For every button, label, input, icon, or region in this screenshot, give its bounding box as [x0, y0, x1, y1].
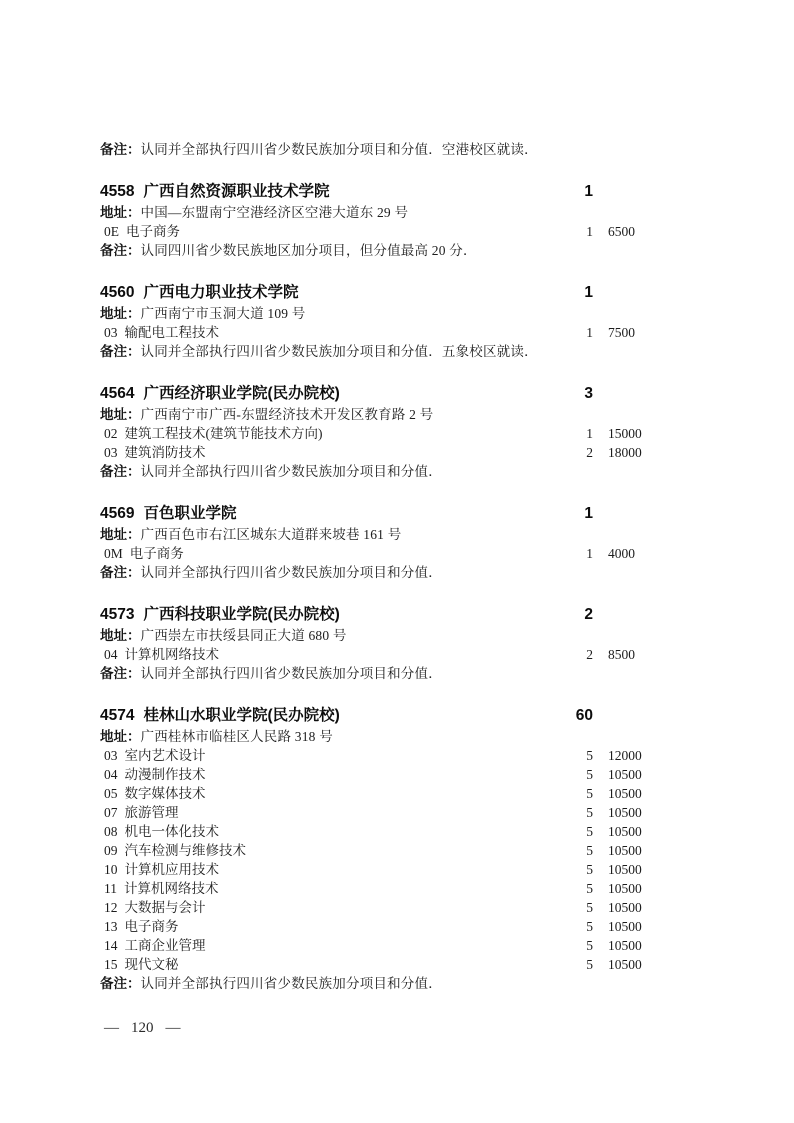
school-address-line	[100, 405, 660, 424]
major-fee: 10500	[608, 900, 642, 915]
address-text: 广西崇左市扶绥县同正大道 680 号	[140, 628, 347, 643]
major-fee: 10500	[608, 919, 642, 934]
school-section	[100, 605, 660, 683]
school-note-line	[100, 462, 660, 481]
note-text: 认同并全部执行四川省少数民族加分项目和分值．	[140, 976, 442, 991]
major-count: 5	[586, 881, 593, 896]
major-code: 07	[104, 805, 118, 820]
major-row	[100, 746, 660, 765]
major-code: 03	[104, 748, 118, 763]
major-count: 2	[586, 647, 593, 662]
school-header	[100, 182, 660, 202]
major-code: 0M	[104, 546, 123, 561]
school-code: 4564	[100, 385, 135, 402]
major-name: 现代文秘	[124, 957, 179, 972]
major-name: 机电一体化技术	[124, 824, 219, 839]
school-address-line	[100, 626, 660, 645]
school-address-line	[100, 304, 660, 323]
major-fee: 15000	[608, 426, 642, 441]
major-row	[100, 841, 660, 860]
major-fee: 4000	[608, 546, 635, 561]
major-count: 5	[586, 824, 593, 839]
major-row	[100, 784, 660, 803]
school-address-line	[100, 525, 660, 544]
major-name: 建筑消防技术	[124, 445, 206, 460]
school-name: 广西电力职业技术学院	[143, 284, 299, 301]
major-name: 计算机网络技术	[124, 647, 219, 662]
address-label: 地址：	[100, 306, 141, 321]
major-fee: 10500	[608, 805, 642, 820]
school-address-line	[100, 727, 660, 746]
major-name: 电子商务	[126, 224, 180, 239]
address-label: 地址：	[100, 407, 141, 422]
major-count: 5	[586, 938, 593, 953]
fee-column-spacer	[608, 706, 660, 726]
note-text: 认同并全部执行四川省少数民族加分项目和分值．五象校区就读．	[140, 344, 538, 359]
school-section	[100, 283, 660, 361]
note-label: 备注：	[100, 243, 141, 258]
major-name: 动漫制作技术	[124, 767, 206, 782]
fee-column-spacer	[608, 504, 660, 524]
school-name: 百色职业学院	[143, 505, 237, 522]
school-section	[100, 182, 660, 260]
major-fee: 8500	[608, 647, 635, 662]
major-fee: 10500	[608, 843, 642, 858]
school-section	[100, 384, 660, 481]
major-code: 15	[104, 957, 118, 972]
major-name: 室内艺术设计	[124, 748, 206, 763]
major-fee: 18000	[608, 445, 642, 460]
school-note-line	[100, 563, 660, 582]
school-section	[100, 504, 660, 582]
major-fee: 12000	[608, 748, 642, 763]
major-name: 数字媒体技术	[124, 786, 206, 801]
address-label: 地址：	[100, 628, 141, 643]
major-name: 汽车检测与维修技术	[124, 843, 246, 858]
major-code: 09	[104, 843, 118, 858]
major-code: 02	[104, 426, 118, 441]
major-fee: 7500	[608, 325, 635, 340]
continuation-note	[100, 140, 660, 159]
major-name: 电子商务	[129, 546, 184, 561]
major-count: 5	[586, 900, 593, 915]
school-name: 广西科技职业学院(民办院校)	[143, 606, 340, 623]
note-text: 认同四川省少数民族地区加分项目，但分值最高 20 分．	[140, 243, 477, 258]
address-label: 地址：	[100, 205, 141, 220]
school-total-count: 1	[584, 505, 593, 522]
school-section	[100, 706, 660, 993]
major-fee: 10500	[608, 881, 642, 896]
major-code: 14	[104, 938, 118, 953]
school-total-count: 1	[584, 284, 593, 301]
note-label: 备注：	[100, 565, 141, 580]
major-row	[100, 879, 660, 898]
major-row	[100, 544, 660, 563]
major-name: 工商企业管理	[124, 938, 206, 953]
school-header	[100, 283, 660, 303]
major-fee: 10500	[608, 938, 642, 953]
major-name: 计算机应用技术	[124, 862, 219, 877]
major-row	[100, 917, 660, 936]
footer-dash-left: —	[104, 1020, 119, 1036]
note-text: 认同并全部执行四川省少数民族加分项目和分值．	[140, 565, 442, 580]
major-code: 03	[104, 325, 118, 340]
address-text: 广西百色市右江区城东大道群来坡巷 161 号	[140, 527, 402, 542]
major-count: 5	[586, 843, 593, 858]
note-label: 备注：	[100, 976, 141, 991]
page-footer	[104, 1020, 181, 1037]
school-total-count: 1	[584, 183, 593, 200]
major-count: 5	[586, 748, 593, 763]
major-row	[100, 424, 660, 443]
major-name: 旅游管理	[124, 805, 179, 820]
major-fee: 10500	[608, 957, 642, 972]
school-name: 广西自然资源职业技术学院	[143, 183, 330, 200]
major-row	[100, 323, 660, 342]
major-count: 5	[586, 805, 593, 820]
major-name: 建筑工程技术(建筑节能技术方向)	[124, 426, 323, 441]
school-code: 4573	[100, 606, 135, 623]
major-code: 04	[104, 647, 118, 662]
major-row	[100, 765, 660, 784]
school-note-line	[100, 664, 660, 683]
address-text: 广西桂林市临桂区人民路 318 号	[140, 729, 333, 744]
school-note-line	[100, 342, 660, 361]
school-name: 广西经济职业学院(民办院校)	[143, 385, 340, 402]
major-name: 电子商务	[124, 919, 179, 934]
major-code: 10	[104, 862, 118, 877]
major-fee: 6500	[608, 224, 635, 239]
fee-column-spacer	[608, 384, 660, 404]
fee-column-spacer	[608, 605, 660, 625]
major-count: 5	[586, 786, 593, 801]
note-label: 备注：	[100, 344, 141, 359]
major-count: 1	[586, 325, 593, 340]
major-code: 04	[104, 767, 118, 782]
address-text: 中国—东盟南宁空港经济区空港大道东 29 号	[140, 205, 409, 220]
school-code: 4574	[100, 707, 135, 724]
major-row	[100, 645, 660, 664]
major-fee: 10500	[608, 786, 642, 801]
major-count: 5	[586, 957, 593, 972]
fee-column-spacer	[608, 182, 660, 202]
major-name: 大数据与会计	[124, 900, 206, 915]
major-name: 输配电工程技术	[124, 325, 219, 340]
footer-dash-right: —	[165, 1020, 181, 1036]
school-code: 4558	[100, 183, 135, 200]
major-row	[100, 898, 660, 917]
major-name: 计算机网络技术	[124, 881, 219, 896]
note-label: 备注：	[100, 464, 141, 479]
note-text: 认同并全部执行四川省少数民族加分项目和分值．	[140, 464, 442, 479]
address-label: 地址：	[100, 527, 141, 542]
major-fee: 10500	[608, 767, 642, 782]
major-row	[100, 803, 660, 822]
major-code: 11	[104, 881, 117, 896]
major-code: 03	[104, 445, 118, 460]
major-row	[100, 222, 660, 241]
note-label: 备注：	[100, 142, 141, 157]
address-text: 广西南宁市广西-东盟经济技术开发区教育路 2 号	[140, 407, 434, 422]
school-code: 4569	[100, 505, 135, 522]
major-row	[100, 822, 660, 841]
major-row	[100, 443, 660, 462]
school-header	[100, 384, 660, 404]
fee-column-spacer	[608, 283, 660, 303]
major-row	[100, 860, 660, 879]
school-sections	[100, 182, 660, 993]
major-fee: 10500	[608, 862, 642, 877]
note-label: 备注：	[100, 666, 141, 681]
school-total-count: 2	[584, 606, 593, 623]
school-note-line	[100, 241, 660, 260]
major-count: 1	[586, 426, 593, 441]
major-code: 05	[104, 786, 118, 801]
major-row	[100, 936, 660, 955]
address-text: 广西南宁市玉洞大道 109 号	[140, 306, 306, 321]
major-count: 1	[586, 224, 593, 239]
school-name: 桂林山水职业学院(民办院校)	[143, 707, 340, 724]
major-count: 5	[586, 919, 593, 934]
school-address-line	[100, 203, 660, 222]
major-count: 2	[586, 445, 593, 460]
school-header	[100, 605, 660, 625]
school-total-count: 60	[575, 707, 593, 724]
major-row	[100, 955, 660, 974]
school-code: 4560	[100, 284, 135, 301]
major-count: 5	[586, 862, 593, 877]
major-count: 1	[586, 546, 593, 561]
major-code: 08	[104, 824, 118, 839]
school-header	[100, 706, 660, 726]
major-code: 13	[104, 919, 118, 934]
address-label: 地址：	[100, 729, 141, 744]
page-number: 120	[131, 1020, 154, 1036]
school-header	[100, 504, 660, 524]
major-fee: 10500	[608, 824, 642, 839]
school-note-line	[100, 974, 660, 993]
major-code: 0E	[104, 224, 119, 239]
major-code: 12	[104, 900, 118, 915]
note-text: 认同并全部执行四川省少数民族加分项目和分值．	[140, 666, 442, 681]
major-count: 5	[586, 767, 593, 782]
school-total-count: 3	[584, 385, 593, 402]
note-text: 认同并全部执行四川省少数民族加分项目和分值．空港校区就读．	[140, 142, 538, 157]
